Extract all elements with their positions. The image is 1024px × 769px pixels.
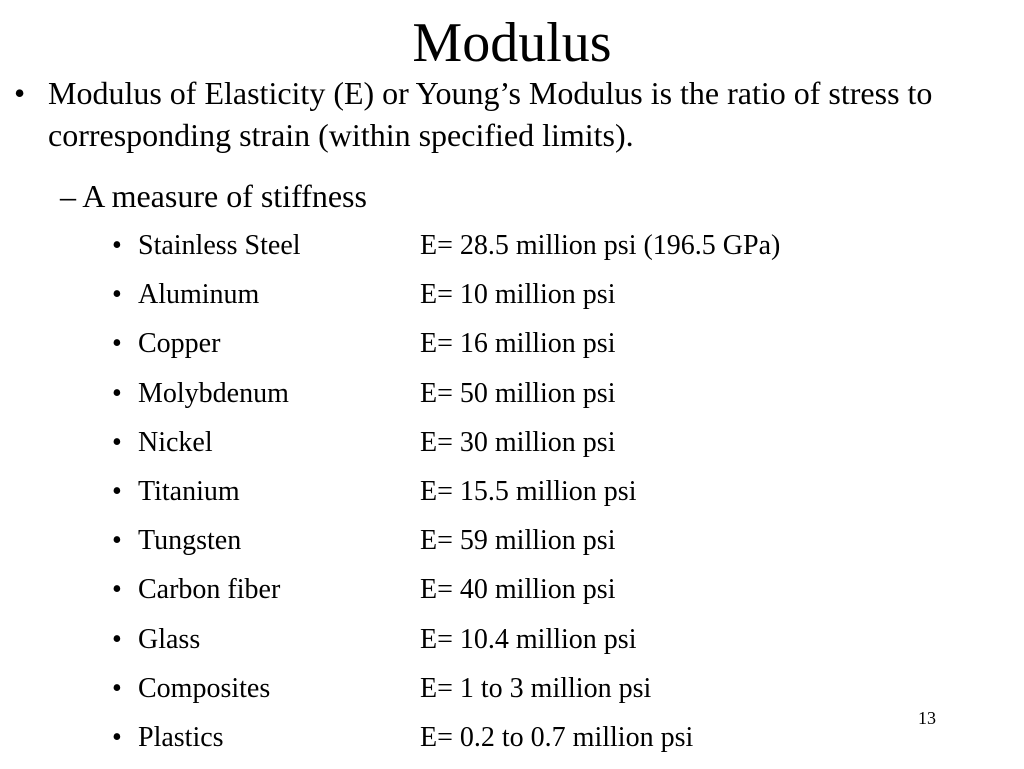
material-row-titanium [0, 474, 1024, 523]
material-name: Copper [138, 328, 221, 360]
material-modulus: E= 50 million psi [420, 377, 616, 409]
material-row-carbon-fiber [0, 572, 1024, 621]
bullet-marker: • [112, 623, 122, 655]
material-row-composites [0, 671, 1024, 720]
material-name: Stainless Steel [138, 230, 301, 261]
material-name: Composites [138, 672, 271, 704]
material-modulus: E= 15.5 million psi [420, 475, 637, 507]
material-row-plastics [0, 720, 1024, 769]
main-bullet-text: Modulus of Elasticity (E) or Young’s Modulus is the ratio of stress to corresponding strain (within specified limits). [48, 75, 933, 153]
bullet-marker: • [112, 230, 122, 261]
material-name: Nickel [138, 426, 213, 458]
sub-bullet: – A measure of stiffness [60, 178, 367, 214]
bullet-marker: • [112, 426, 122, 458]
material-row-nickel [0, 425, 1024, 474]
material-name: Glass [138, 623, 201, 655]
material-name: Molybdenum [138, 377, 289, 409]
material-row-glass [0, 622, 1024, 671]
material-row-molybdenum [0, 376, 1024, 425]
material-row-tungsten [0, 523, 1024, 572]
material-name: Tungsten [138, 525, 242, 557]
material-row-copper [0, 326, 1024, 375]
slide-title: Modulus [412, 12, 612, 74]
bullet-marker: • [112, 475, 122, 507]
bullet-marker: • [14, 75, 26, 111]
material-modulus: E= 30 million psi [420, 426, 616, 458]
material-row-stainless-steel [0, 228, 1024, 277]
bullet-marker: • [112, 672, 122, 704]
material-modulus: E= 10 million psi [420, 279, 616, 311]
bullet-marker: • [112, 525, 122, 557]
material-list [0, 228, 1024, 769]
material-name: Carbon fiber [138, 574, 281, 606]
bullet-marker: • [112, 279, 122, 311]
page-number: 13 [918, 708, 936, 728]
bullet-marker: • [112, 721, 122, 753]
material-row-aluminum [0, 277, 1024, 326]
material-modulus: E= 16 million psi [420, 328, 616, 360]
material-modulus: E= 40 million psi [420, 574, 616, 606]
material-modulus: E= 28.5 million psi (196.5 GPa) [420, 230, 781, 261]
material-modulus: E= 1 to 3 million psi [420, 672, 652, 704]
material-modulus: E= 0.2 to 0.7 million psi [420, 721, 694, 753]
material-modulus: E= 59 million psi [420, 525, 616, 557]
material-name: Plastics [138, 721, 224, 753]
bullet-marker: • [112, 574, 122, 606]
material-name: Aluminum [138, 279, 260, 311]
bullet-marker: • [112, 377, 122, 409]
material-name: Titanium [138, 475, 240, 507]
material-modulus: E= 10.4 million psi [420, 623, 637, 655]
bullet-marker: • [112, 328, 122, 360]
